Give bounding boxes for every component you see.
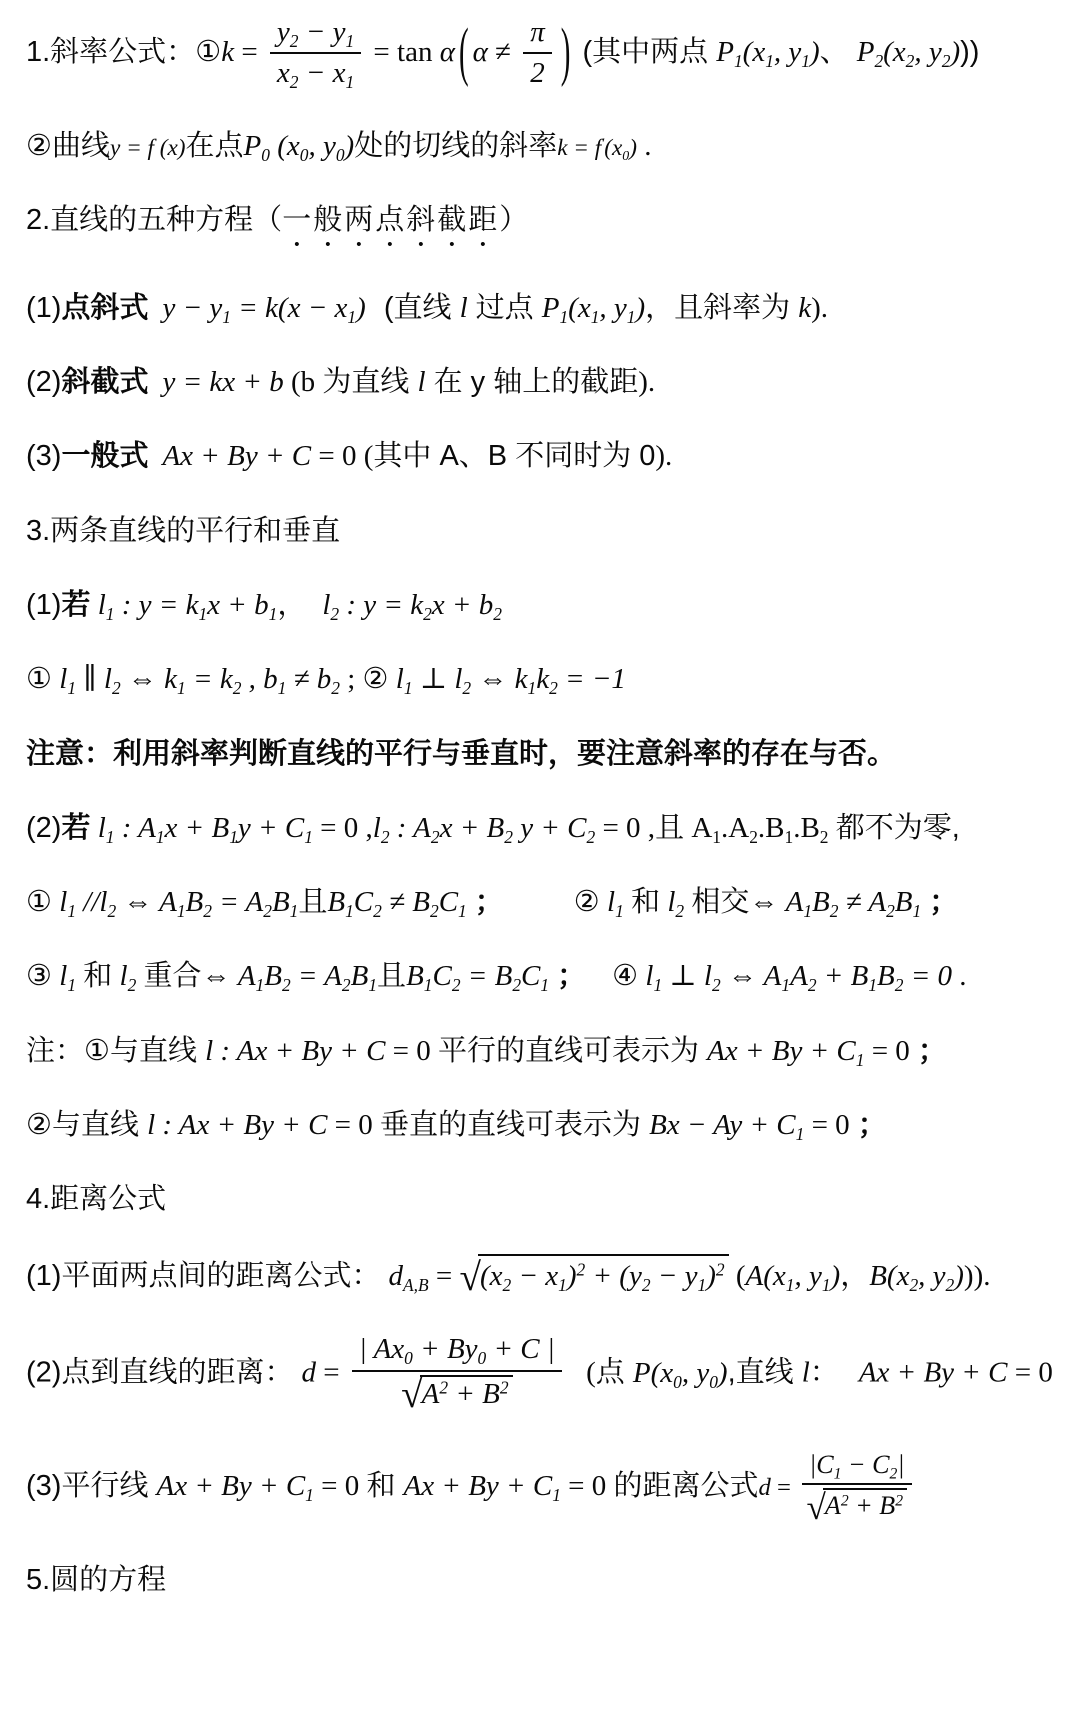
fraction-denominator <box>352 1372 562 1415</box>
text: 都不为零, <box>835 811 960 844</box>
math-text: ≠ <box>487 36 519 68</box>
text: 在点 <box>185 129 244 162</box>
line-parallel-lines-distance <box>26 1450 1054 1527</box>
math-text: ⇔ <box>478 663 508 696</box>
math-text: $A_1.A_2.B_1.B_2$ <box>684 811 829 847</box>
line-two-lines-def <box>26 586 1054 624</box>
math-text: $l_2$ <box>660 886 685 922</box>
math-text: l <box>417 366 426 399</box>
math-text: $Ax + By + C_1$ <box>707 1034 865 1070</box>
math-text: $k_1 = k_2$ , $b_1 \ne b_2$ <box>156 663 340 699</box>
math-text: ⇔ <box>127 663 157 696</box>
math-text: = 0 <box>804 1108 850 1141</box>
fraction <box>802 1450 911 1527</box>
fraction-denominator: 2 <box>530 57 545 90</box>
math-text: ( <box>728 1260 746 1293</box>
heading-circle-equation <box>26 1561 1054 1599</box>
math-text: = <box>428 1260 460 1293</box>
bold-text: ； <box>849 1108 887 1141</box>
math-text: k <box>221 36 235 68</box>
math-text: $Bx - Ay + C_1$ <box>649 1108 805 1144</box>
radicand: $A^2 + B^2$ <box>420 1375 513 1411</box>
note-parallel-line-representation <box>26 1032 1054 1070</box>
math-text: = tan <box>366 36 440 68</box>
line-general-form <box>26 437 1054 475</box>
text: 且 <box>655 811 685 844</box>
fraction-denominator <box>802 1485 911 1527</box>
bold-text: 注意：利用斜率判断直线的平行与垂直时，要注意斜率的存在与否。 <box>26 737 897 770</box>
text: 且 <box>298 886 328 919</box>
fraction-numerator: | $Ax_0 + By_0 + C$ | <box>352 1333 562 1371</box>
line-point-slope-form <box>26 289 1054 327</box>
text: 2.直线的五种方程（ <box>26 203 283 236</box>
text: 过点 <box>467 291 542 324</box>
radical-sign: √ <box>401 1373 423 1417</box>
math-text: $k = f'(x_0)$ <box>557 134 637 164</box>
fraction-denominator: $x_2 - x_1$ <box>276 57 355 93</box>
math-text: ). <box>811 291 829 324</box>
bold-text: 点斜式 <box>61 291 149 324</box>
math-text: = 0 <box>1007 1356 1053 1389</box>
text: 其中 A、B 不同时为 0 <box>373 440 656 473</box>
text: ② <box>573 886 600 919</box>
math-text: = 0 ( <box>311 440 374 473</box>
math-text: Ax + By + C <box>162 440 312 473</box>
math-text: $P_1(x_1$, $y_1$) <box>716 36 820 72</box>
text: 处的切线的斜率 <box>354 129 558 162</box>
sqrt-expression <box>459 1256 728 1300</box>
text: ① <box>195 36 222 68</box>
text: (2) <box>26 366 62 399</box>
radical-sign: √ <box>459 1256 481 1300</box>
text: 相交 <box>691 886 750 919</box>
text: 注：①与直线 <box>26 1034 206 1067</box>
document-body <box>26 16 1054 1599</box>
text: ②曲线 <box>26 129 110 162</box>
math-text: ⇔ <box>201 960 231 993</box>
text: (2)点到直线的距离： <box>26 1356 302 1389</box>
line-parallel-perpendicular-conditions <box>26 660 1054 698</box>
math-text: $l_1$ ⊥ $l_2$ <box>638 960 721 996</box>
text: ,直线 <box>727 1356 802 1389</box>
fraction <box>523 16 552 91</box>
line-tangent-slope <box>26 127 1054 165</box>
math-text: . <box>636 129 652 162</box>
math-text: ). <box>638 366 656 399</box>
math-text: $d_{A,B}$ <box>388 1260 429 1296</box>
text: 和 <box>83 960 113 993</box>
math-text: = 0 <box>327 1108 381 1141</box>
math-text: )). <box>963 1260 991 1293</box>
bold-text: ； <box>466 886 504 919</box>
tall-parenthesis: ) <box>560 17 571 90</box>
line-point-to-line-distance <box>26 1333 1054 1417</box>
math-text: $P_2(x_2$, $y_2$) <box>856 36 961 72</box>
line-slope-formula <box>26 16 1054 91</box>
text: 和 <box>631 886 661 919</box>
text: 为直线 <box>322 366 418 399</box>
math-text: = <box>234 36 265 68</box>
text: (1) <box>26 291 62 324</box>
text: )) <box>960 36 980 68</box>
math-text: $l_2$ : $A_2x + B_2$ $y + C_2$ <box>372 811 596 847</box>
math-text: $l_1$ ⊥ $l_2$ <box>388 663 472 699</box>
text: ① <box>26 886 52 919</box>
math-text: α <box>472 36 488 68</box>
text: (2) <box>26 811 62 844</box>
text: 5.圆的方程 <box>26 1563 167 1596</box>
text: 点 <box>595 1356 633 1389</box>
line-slope-intercept-form <box>26 363 1054 401</box>
text: ） <box>499 203 529 236</box>
math-text: $l_1$ ∥ $l_2$ <box>52 663 121 699</box>
math-text: ). <box>655 440 673 473</box>
text: 1.斜率公式： <box>26 36 196 68</box>
text: ，且斜率为 <box>645 291 799 324</box>
text: ， <box>840 1260 870 1293</box>
math-text: $A_1B_2 \ne A_2B_1$ <box>778 886 922 922</box>
text: ④ <box>612 960 639 993</box>
text: (3)平行线 <box>26 1470 157 1503</box>
bold-text: ； <box>909 1034 947 1067</box>
math-text: $k_1k_2 = -1$ <box>507 663 626 699</box>
radicand: $(x_2 - x_1)^2 + (y_2 - y_1)^2$ <box>478 1254 729 1295</box>
math-text: d <box>301 1356 317 1389</box>
fraction-numerator: π <box>523 16 552 54</box>
note-perpendicular-line-representation <box>26 1106 1054 1144</box>
math-text: ⇔ <box>123 886 153 919</box>
text: ： <box>809 1356 847 1389</box>
line-parallel-intersect-conditions <box>26 883 1054 921</box>
text: ① <box>26 663 52 696</box>
heading-parallel-perpendicular <box>26 512 1054 550</box>
tall-parenthesis: ( <box>458 17 469 90</box>
math-text: $A(x_1$, $y_1$) <box>745 1260 841 1296</box>
math-text: y = kx + b <box>162 366 284 399</box>
math-text: = <box>316 1356 347 1389</box>
text: 和 <box>366 1470 404 1503</box>
heading-five-line-equations <box>26 201 1054 253</box>
fraction-numerator: $|C_1 - C_2|$ <box>802 1450 911 1485</box>
math-text: $B_1C_2 = B_2C_1$ <box>406 960 550 996</box>
bold-text: 一般式 <box>61 440 149 473</box>
math-text: . <box>952 960 967 993</box>
math-text: $Ax + By + C_1$ <box>156 1470 314 1506</box>
math-text: $P(x_0$, $y_0$) <box>632 1356 728 1392</box>
math-text: = <box>770 1474 798 1502</box>
math-text: Ax + By + C <box>858 1356 1008 1389</box>
fraction <box>352 1333 562 1417</box>
math-text: ; <box>339 663 363 696</box>
bold-text: ； <box>549 960 587 993</box>
text: (1)平面两点间的距离公式： <box>26 1260 389 1293</box>
math-text: $l_1$ <box>52 960 77 996</box>
math-text: = 0 , <box>595 811 656 844</box>
text: 且 <box>377 960 407 993</box>
math-text: = 0 <box>313 1470 367 1503</box>
math-text: $l_1$ $//l_2$ <box>52 886 117 922</box>
text: 4.距离公式 <box>26 1183 167 1216</box>
text: (1) <box>26 589 62 622</box>
math-text: = 0 <box>560 1470 614 1503</box>
math-text: $l_2$ <box>112 960 137 996</box>
math-text: l : Ax + By + C <box>205 1034 386 1067</box>
math-text: = 0 <box>864 1034 910 1067</box>
math-text: = 0 <box>385 1034 439 1067</box>
text: 3.两条直线的平行和垂直 <box>26 514 341 547</box>
text: ②与直线 <box>26 1108 148 1141</box>
line-coincide-perpendicular-conditions <box>26 957 1054 995</box>
text: 的距离公式 <box>613 1470 759 1503</box>
math-text: = 0 , <box>312 811 373 844</box>
note-slope-existence <box>26 735 1054 773</box>
math-text: $l_1$ : $y = k_1x + b_1$ <box>90 589 278 625</box>
line-general-two-lines-def <box>26 809 1054 847</box>
radicand: $A^2 + B^2$ <box>823 1488 907 1521</box>
math-text: α <box>439 36 455 68</box>
math-text: $B(x_2$, $y_2$) <box>869 1260 964 1296</box>
line-two-point-distance <box>26 1254 1054 1300</box>
text: (直线 <box>375 291 460 324</box>
math-text: $A_1A_2 + B_1B_2 = 0$ <box>756 960 953 996</box>
math-text: $A_1B_2 = A_2B_1$ <box>152 886 299 922</box>
math-text: ⇔ <box>727 960 757 993</box>
text: ， <box>277 589 307 622</box>
bold-text: 若 <box>61 811 91 844</box>
math-text: ⇔ <box>749 886 779 919</box>
text: 平行的直线可表示为 <box>438 1034 708 1067</box>
radical-sign: √ <box>806 1487 826 1527</box>
text: 垂直的直线可表示为 <box>380 1108 650 1141</box>
text: (3) <box>26 440 62 473</box>
bold-text: ； <box>921 886 959 919</box>
math-text: d <box>758 1474 771 1502</box>
math-text: l : Ax + By + C <box>147 1108 328 1141</box>
text: 、 <box>819 36 857 68</box>
math-text: k <box>798 291 812 324</box>
text: (其中两点 <box>574 36 717 68</box>
math-text: $l_1$ <box>599 886 624 922</box>
math-text: $l_1$ : $A_1x + B_1y + C_1$ <box>90 811 313 847</box>
math-text: l <box>801 1356 810 1389</box>
text: ② <box>362 663 389 696</box>
math-text: $y - y_1 = k(x - x_1)$ <box>162 291 366 328</box>
text: 重合 <box>143 960 202 993</box>
math-text: $P_0$ ($x_0$, $y_0$) <box>243 129 355 165</box>
math-text: (b <box>283 366 323 399</box>
fraction-numerator: $y_2 - y_1$ <box>270 16 361 54</box>
math-text: $B_1C_2 \ne B_2C_1$ <box>327 886 467 922</box>
fraction <box>270 16 361 91</box>
math-text: $l_2$ : $y = k_2x + b_2$ <box>322 589 502 625</box>
bold-text: 斜截式 <box>61 366 149 399</box>
math-text: $P_1(x_1$, $y_1$) <box>541 291 646 328</box>
text: ③ <box>26 960 52 993</box>
emphasized-text: 一般两点斜截距 <box>282 203 500 236</box>
math-text: $Ax + By + C_1$ <box>403 1470 561 1506</box>
text: 在 y 轴上的截距 <box>425 366 639 399</box>
math-text: $A_1B_2 = A_2B_1$ <box>230 960 378 996</box>
math-text: l <box>459 291 468 324</box>
bold-text: 若 <box>61 589 91 622</box>
math-text: ( <box>578 1356 596 1389</box>
math-text: y = f (x) <box>110 134 186 161</box>
heading-distance-formulas <box>26 1180 1054 1218</box>
